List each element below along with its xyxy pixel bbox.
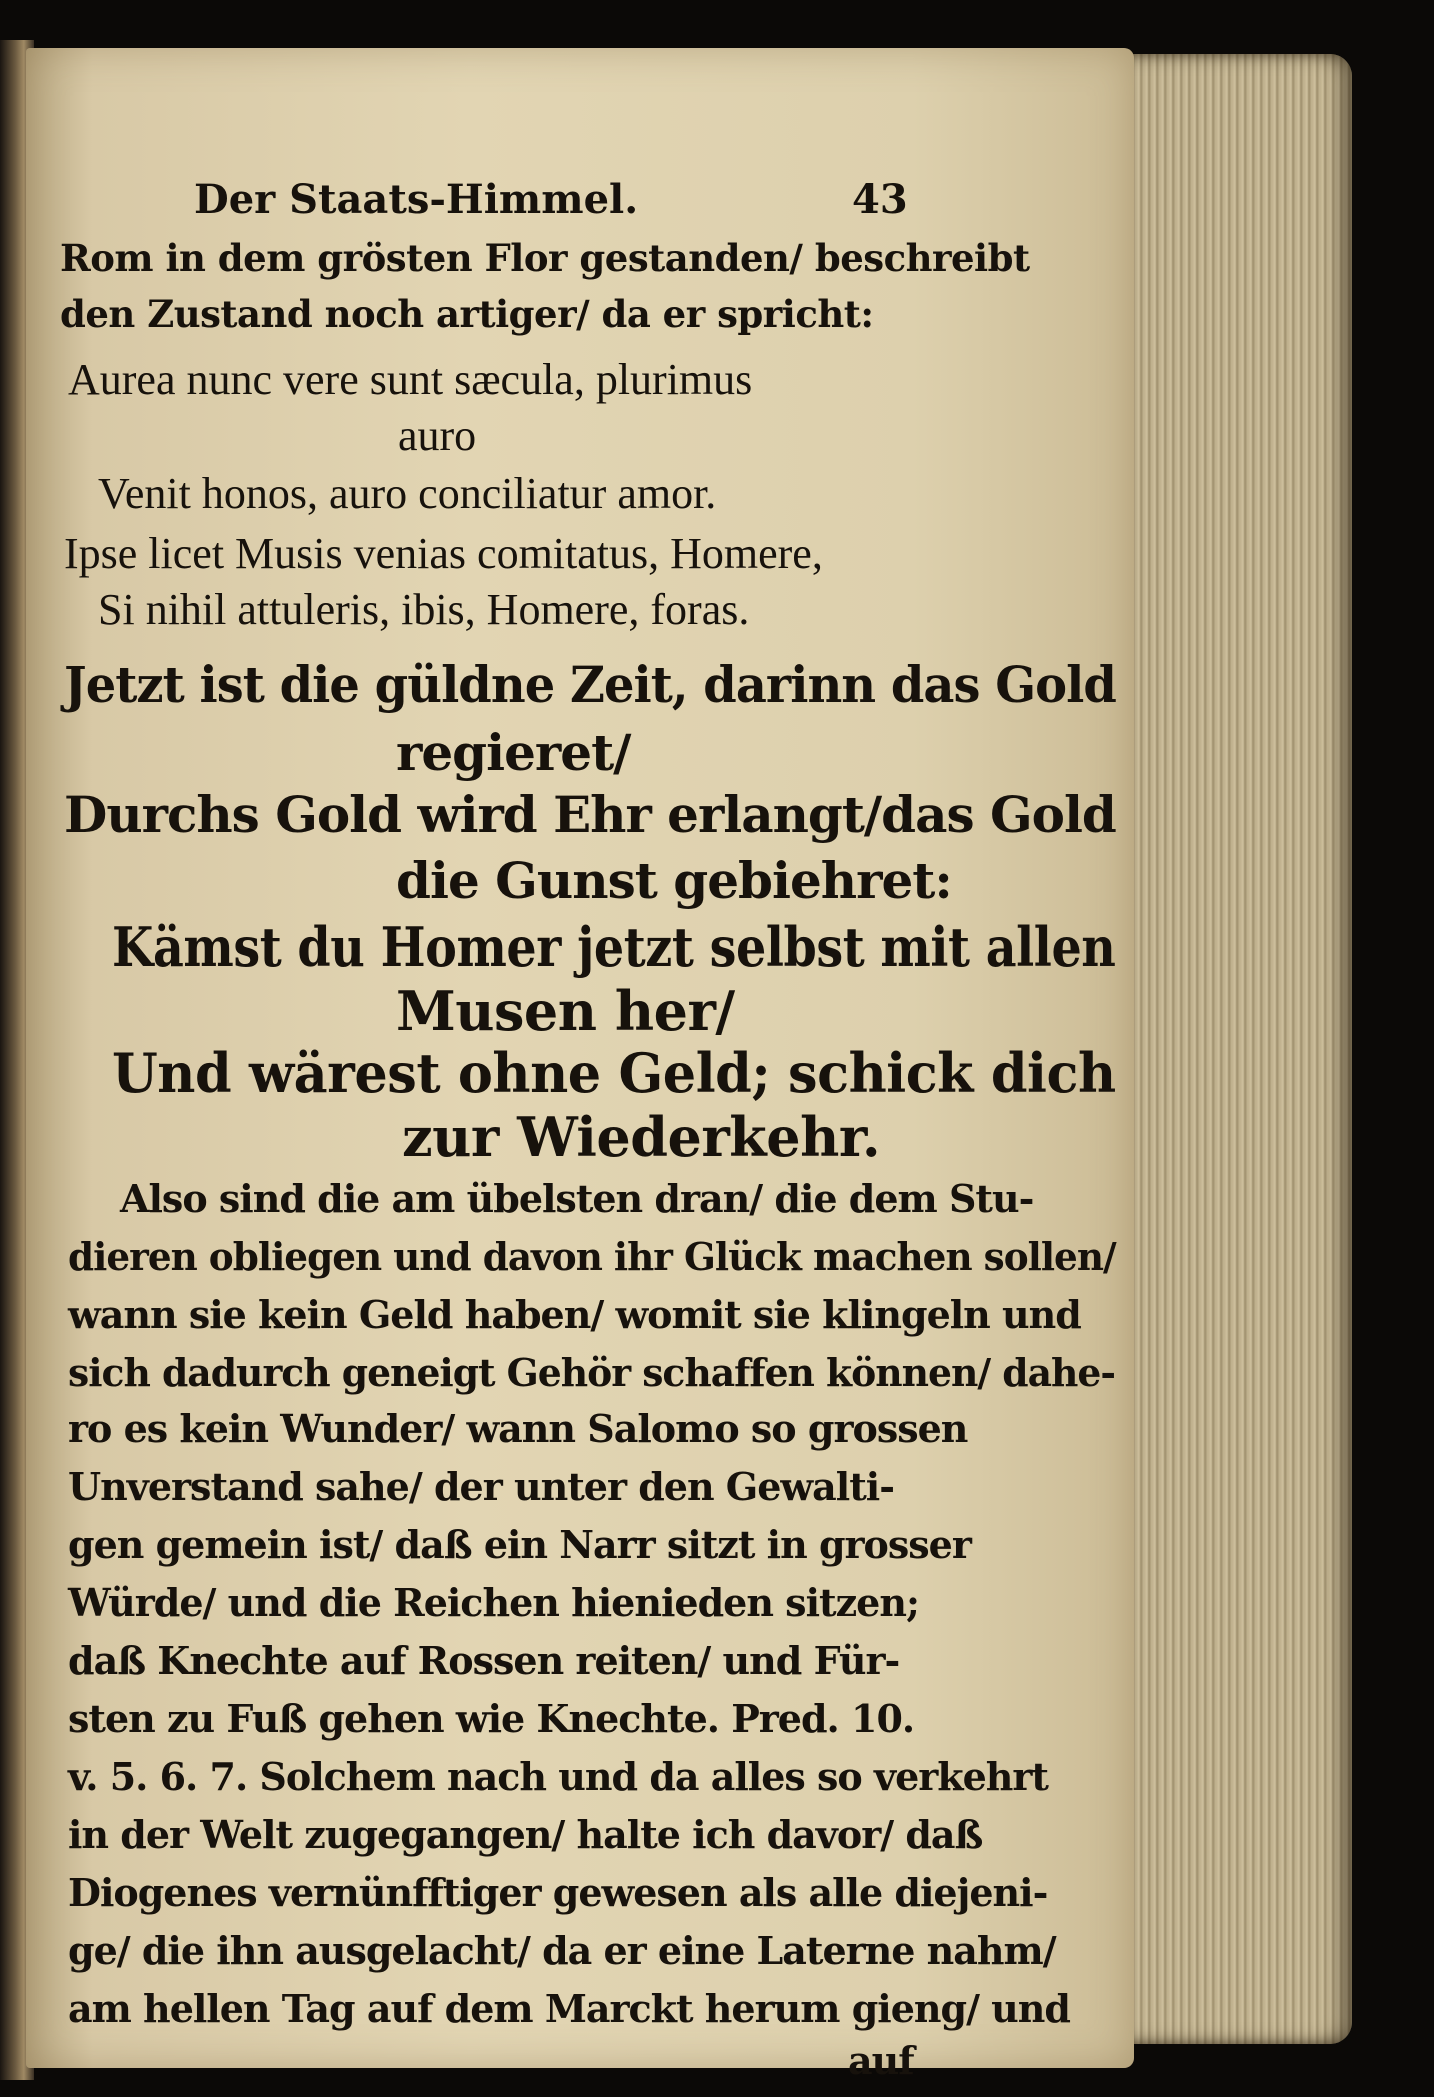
body-line: daß Knechte auf Rossen reiten/ und Für- <box>68 1638 900 1683</box>
book-page <box>26 48 1134 2083</box>
german-verse-line: regieret/ <box>396 723 631 782</box>
page-number: 43 <box>852 176 908 223</box>
german-verse-line: Kämst du Homer jetzt selbst mit allen <box>112 915 1116 979</box>
german-verse-line: Jetzt ist die güldne Zeit, darinn das Gold <box>64 655 1116 714</box>
body-line: Diogenes vernünfftiger gewesen als alle diejeni- <box>68 1870 1048 1915</box>
latin-verse-line: Venit honos, auro conciliatur amor. <box>98 469 717 518</box>
german-verse-line: die Gunst gebiehret: <box>396 851 952 910</box>
latin-verse-line: Si nihil attuleris, ibis, Homere, foras. <box>98 585 750 634</box>
german-verse-line: Durchs Gold wird Ehr erlangt/das Gold <box>64 785 1116 844</box>
body-line: sich dadurch geneigt Gehör schaffen können/ dahe- <box>68 1350 1116 1395</box>
catchword: auf <box>848 2038 914 2083</box>
latin-verse-line: Aurea nunc vere sunt sæcula, plurimus <box>68 355 753 404</box>
body-line: gen gemein ist/ daß ein Narr sitzt in grosser <box>68 1522 971 1567</box>
latin-verse-line: auro <box>398 411 477 460</box>
latin-verse-line: Ipse licet Musis venias comitatus, Homere, <box>64 529 823 578</box>
intro-line: Rom in dem grösten Flor gestanden/ beschreibt <box>60 236 1030 280</box>
german-verse-line: zur Wiederkehr. <box>402 1105 881 1169</box>
running-title: Der Staats-Himmel. <box>194 176 639 223</box>
body-line: ro es kein Wunder/ wann Salomo so grossen <box>68 1406 968 1451</box>
intro-line: den Zustand noch artiger/ da er spricht: <box>60 292 874 336</box>
german-verse-line: Und wärest ohne Geld; schick dich <box>112 1041 1116 1105</box>
body-line: in der Welt zugegangen/ halte ich davor/ daß <box>68 1812 983 1857</box>
page-fore-edge <box>1120 54 1352 2044</box>
german-verse-line: Musen her/ <box>396 979 735 1043</box>
body-line: dieren obliegen und davon ihr Glück machen sollen/ <box>68 1234 1116 1279</box>
body-line: Würde/ und die Reichen hienieden sitzen; <box>68 1580 919 1625</box>
body-line: am hellen Tag auf dem Marckt herum gieng/ und <box>68 1986 1071 2031</box>
page-text <box>26 48 1134 2083</box>
body-line: ge/ die ihn ausgelacht/ da er eine Laterne nahm/ <box>68 1928 1056 1973</box>
body-line: wann sie kein Geld haben/ womit sie klingeln und <box>68 1292 1081 1337</box>
body-line: v. 5. 6. 7. Solchem nach und da alles so verkehrt <box>68 1754 1048 1799</box>
body-line: Unverstand sahe/ der unter den Gewalti- <box>68 1464 894 1509</box>
body-line: Also sind die am übelsten dran/ die dem Stu- <box>120 1176 1034 1221</box>
body-line: sten zu Fuß gehen wie Knechte. Pred. 10. <box>68 1696 915 1741</box>
